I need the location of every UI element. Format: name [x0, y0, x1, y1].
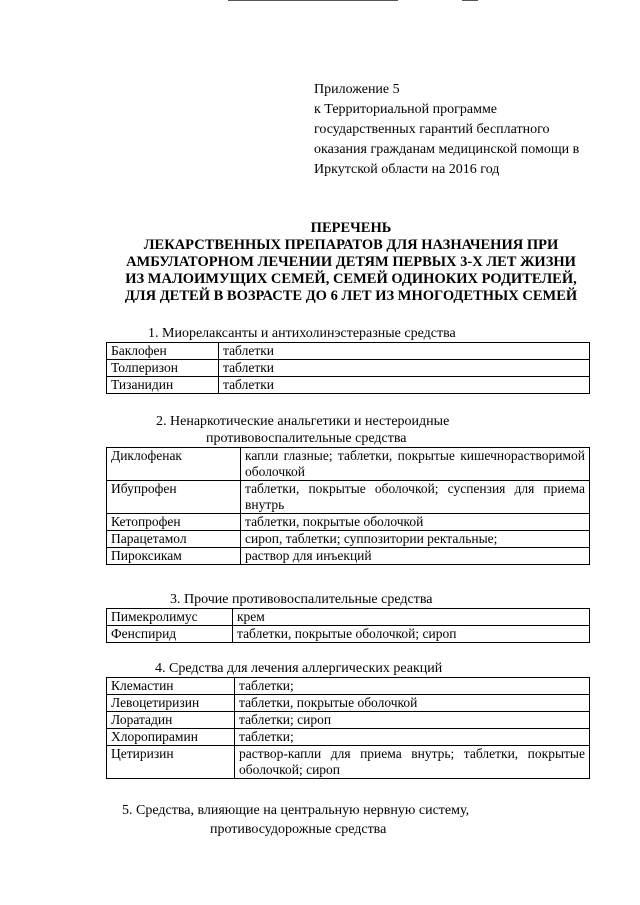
- drug-name: Хлоропирамин: [107, 729, 235, 746]
- title-line: ИЗ МАЛОИМУЩИХ СЕМЕЙ, СЕМЕЙ ОДИНОКИХ РОДИТЕЛЕЙ,: [125, 271, 577, 287]
- section-4-table: [106, 677, 590, 779]
- table-row: [107, 343, 590, 360]
- drug-name: Фенспирид: [107, 626, 233, 643]
- table-row: [107, 481, 590, 514]
- section-1-heading: 1. Миорелаксанты и антихолинэстеразные средства: [148, 326, 456, 341]
- drug-form: таблетки, покрытые оболочкой; суспензия для приема внутрь: [241, 481, 590, 514]
- table-row: [107, 514, 590, 531]
- appendix-block: [314, 80, 579, 180]
- table-row: [107, 548, 590, 565]
- table-row: [107, 609, 590, 626]
- appendix-line: государственных гарантий бесплатного: [314, 122, 550, 137]
- section-2-heading-line-1: 2. Ненаркотические анальгетики и нестероидные: [156, 414, 450, 429]
- section-5-heading-line-1: 5. Средства, влияющие на центральную нервную систему,: [122, 803, 470, 818]
- table-row: [107, 695, 590, 712]
- table-row: [107, 712, 590, 729]
- table-row: [107, 360, 590, 377]
- table-row: [107, 746, 590, 779]
- section-5-heading-line-2: противосудорожные средства: [210, 822, 387, 837]
- drug-name: Ибупрофен: [107, 481, 241, 514]
- drug-form: таблетки, покрытые оболочкой: [241, 514, 590, 531]
- drug-form: крем: [233, 609, 590, 626]
- drug-name: Пироксикам: [107, 548, 241, 565]
- document-title: [96, 220, 606, 305]
- drug-name: Толперизон: [107, 360, 219, 377]
- table-row: [107, 729, 590, 746]
- drug-form: сироп, таблетки; суппозитории ректальные;: [241, 531, 590, 548]
- section-4-heading: 4. Средства для лечения аллергических реакций: [155, 661, 443, 676]
- drug-form: таблетки: [219, 343, 590, 360]
- drug-name: Тизанидин: [107, 377, 219, 394]
- title-line: ПЕРЕЧЕНЬ: [310, 220, 392, 236]
- table-row: [107, 531, 590, 548]
- title-line: ДЛЯ ДЕТЕЙ В ВОЗРАСТЕ ДО 6 ЛЕТ ИЗ МНОГОДЕТНЫХ СЕМЕЙ: [124, 288, 578, 304]
- table-row: [107, 626, 590, 643]
- drug-form: таблетки: [219, 377, 590, 394]
- title-line: АМБУЛАТОРНОМ ЛЕЧЕНИИ ДЕТЯМ ПЕРВЫХ 3-Х ЛЕТ ЖИЗНИ: [126, 254, 576, 270]
- drug-name: Клемастин: [107, 678, 235, 695]
- drug-form: раствор для инъекций: [241, 548, 590, 565]
- section-3-heading: 3. Прочие противовоспалительные средства: [170, 592, 433, 607]
- table-row: [107, 377, 590, 394]
- section-2-heading-line-2: противовоспалительные средства: [206, 431, 407, 446]
- drug-form: таблетки, покрытые оболочкой; сироп: [233, 626, 590, 643]
- drug-form: капли глазные; таблетки, покрытые кишечнорастворимой оболочкой: [241, 448, 590, 481]
- appendix-line: к Территориальной программе: [314, 102, 498, 117]
- drug-form: таблетки;: [235, 678, 590, 695]
- drug-name: Кетопрофен: [107, 514, 241, 531]
- drug-form: раствор-капли для приема внутрь; таблетки, покрытые оболочкой; сироп: [235, 746, 590, 779]
- drug-form: таблетки; сироп: [235, 712, 590, 729]
- drug-name: Диклофенак: [107, 448, 241, 481]
- table-row: [107, 678, 590, 695]
- appendix-line: Приложение 5: [314, 82, 400, 97]
- section-2-table: [106, 447, 590, 565]
- section-1-table: [106, 342, 590, 394]
- drug-name: Баклофен: [107, 343, 219, 360]
- drug-name: Пимекролимус: [107, 609, 233, 626]
- section-3-table: [106, 608, 590, 643]
- drug-name: Левоцетиризин: [107, 695, 235, 712]
- table-row: [107, 448, 590, 481]
- title-line: ЛЕКАРСТВЕННЫХ ПРЕПАРАТОВ ДЛЯ НАЗНАЧЕНИЯ ПРИ: [143, 237, 559, 253]
- appendix-line: оказания гражданам медицинской помощи в: [314, 142, 580, 157]
- drug-name: Лоратадин: [107, 712, 235, 729]
- drug-form: таблетки: [219, 360, 590, 377]
- drug-form: таблетки, покрытые оболочкой: [235, 695, 590, 712]
- drug-name: Парацетамол: [107, 531, 241, 548]
- appendix-line: Иркутской области на 2016 год: [314, 162, 500, 177]
- drug-form: таблетки;: [235, 729, 590, 746]
- drug-name: Цетиризин: [107, 746, 235, 779]
- top-scan-rule: [228, 0, 398, 1]
- top-scan-mark: [462, 0, 478, 1]
